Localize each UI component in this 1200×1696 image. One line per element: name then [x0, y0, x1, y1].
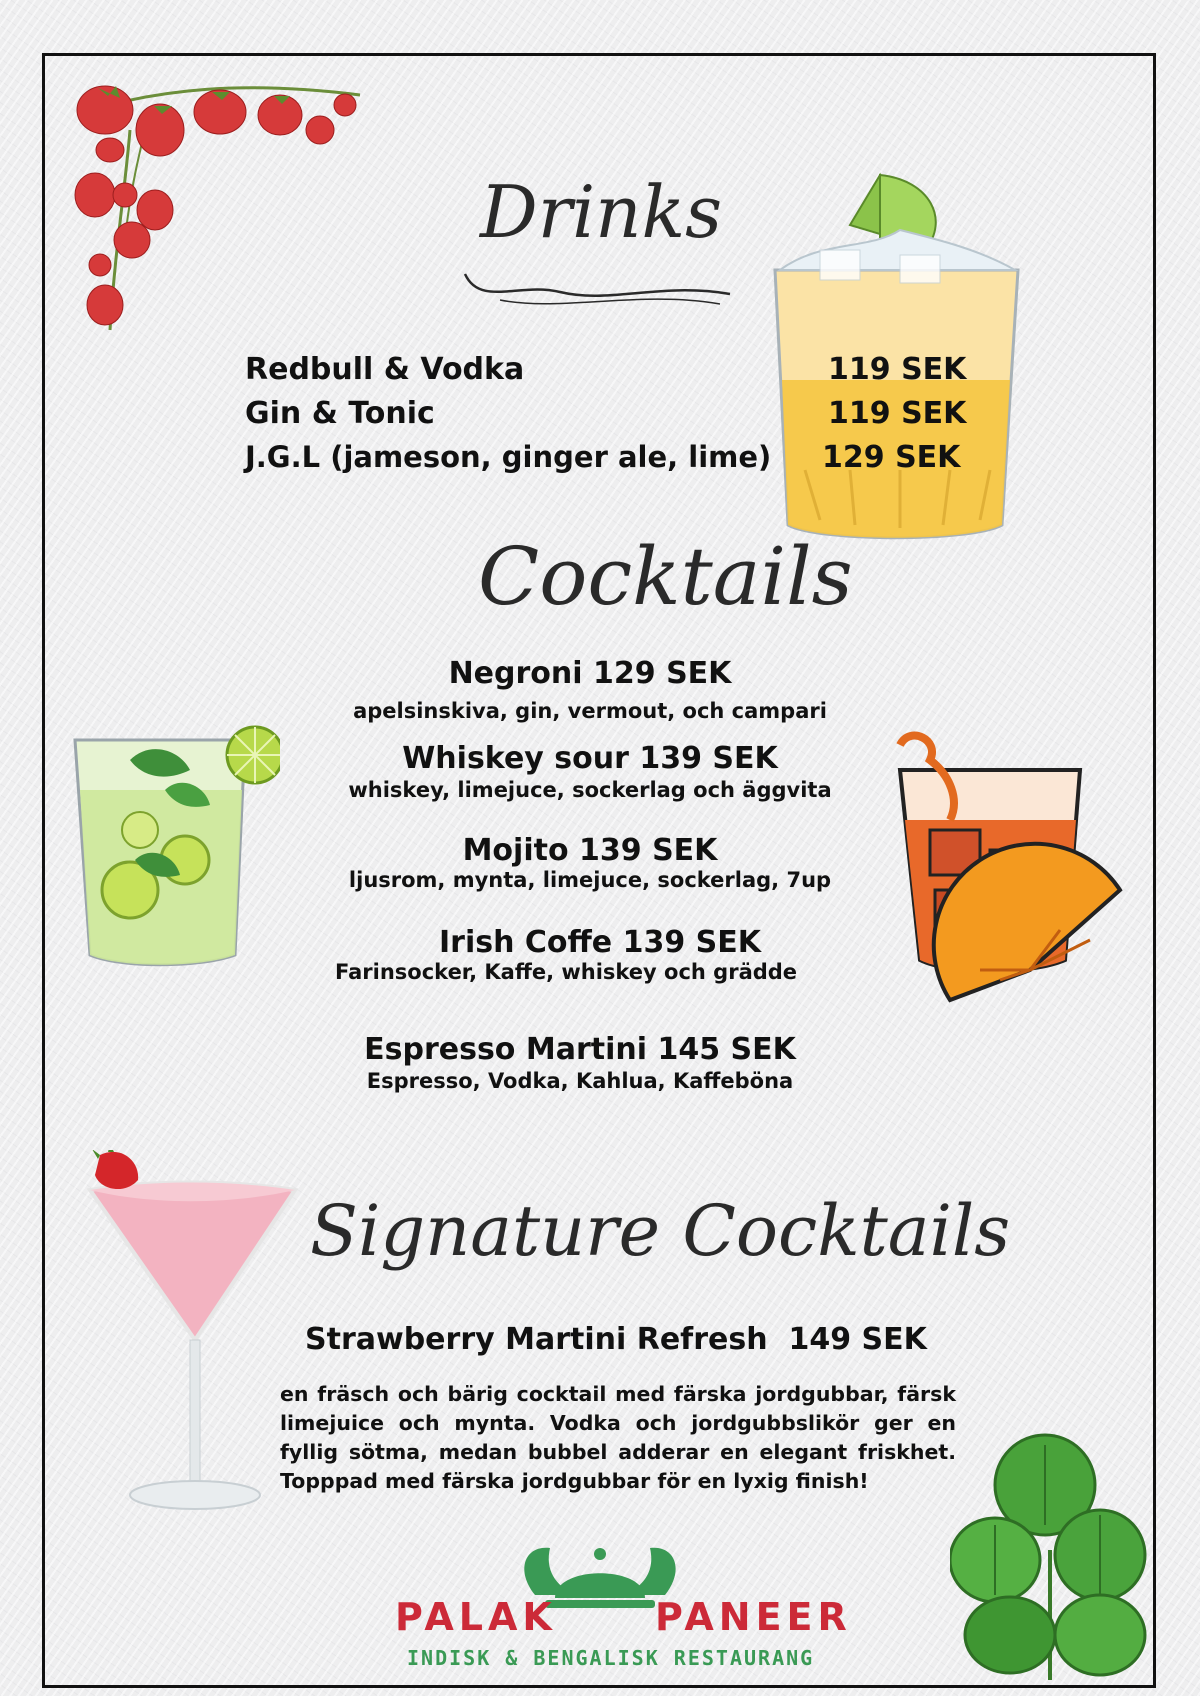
- cocktail-ingredients: whiskey, limejuce, sockerlag och äggvita: [348, 778, 832, 802]
- cocktail-ingredients: Espresso, Vodka, Kahlua, Kaffeböna: [366, 1069, 794, 1093]
- negroni-glass-icon: [880, 730, 1130, 1020]
- restaurant-logo: [385, 1540, 852, 1670]
- cocktail-ingredients: Farinsocker, Kaffe, whiskey och grädde: [335, 960, 798, 984]
- drink-row: [245, 352, 524, 387]
- drink-name: Redbull & Vodka: [245, 352, 525, 387]
- cocktail-title: Irish Coffe 139 SEK: [438, 925, 762, 960]
- cocktail-item: [290, 833, 890, 892]
- drink-name: Gin & Tonic: [245, 396, 435, 431]
- logo-word-right: PANEER: [655, 1595, 852, 1639]
- drink-price: 119 SEK: [828, 352, 967, 387]
- cocktail-ingredients: ljusrom, mynta, limejuce, sockerlag, 7up: [348, 868, 832, 892]
- mojito-glass-icon: [70, 720, 280, 970]
- heading-flourish: [460, 262, 740, 322]
- signature-heading: Signature Cocktails: [310, 1190, 1011, 1272]
- cocktail-title: Espresso Martini 145 SEK: [364, 1032, 796, 1067]
- cocktail-item: [280, 1032, 880, 1093]
- cocktail-item: [300, 656, 880, 723]
- cocktail-title: Negroni 129 SEK: [448, 656, 732, 691]
- drink-row: [245, 440, 771, 474]
- drinks-heading: Drinks: [480, 170, 723, 254]
- cocktail-title: Mojito 139 SEK: [462, 833, 718, 868]
- cocktails-heading: Cocktails: [478, 530, 853, 623]
- cocktail-title: Whiskey sour 139 SEK: [402, 741, 778, 776]
- drink-row: [245, 396, 435, 431]
- drink-price: 119 SEK: [828, 396, 967, 431]
- logo-word-left: PALAK: [395, 1595, 557, 1639]
- drink-price: 129 SEK: [822, 440, 961, 475]
- signature-item-description: en fräsch och bärig cocktail med färska jordgubbar, färsk limejuice och mynta. Vodka och jordgubbslikör ger en fyllig sötma, medan bubbel adderar en elegant friskhet. Topppad med färska jordgubbar för en lyxig finish!: [280, 1382, 956, 1493]
- drink-name: J.G.L (jameson, ginger ale, lime): [245, 440, 772, 474]
- mint-leaves-icon: [950, 1430, 1150, 1680]
- cocktail-item: [300, 925, 900, 984]
- cocktail-ingredients: apelsinskiva, gin, vermout, och campari: [353, 699, 827, 723]
- strawberry-branch-icon: [70, 70, 370, 360]
- logo-subtitle: INDISK & BENGALISK RESTAURANG: [407, 1646, 815, 1670]
- cocktail-item: [290, 741, 890, 802]
- signature-item-title: Strawberry Martini Refresh 149 SEK: [305, 1322, 927, 1357]
- martini-glass-icon: [80, 1150, 300, 1535]
